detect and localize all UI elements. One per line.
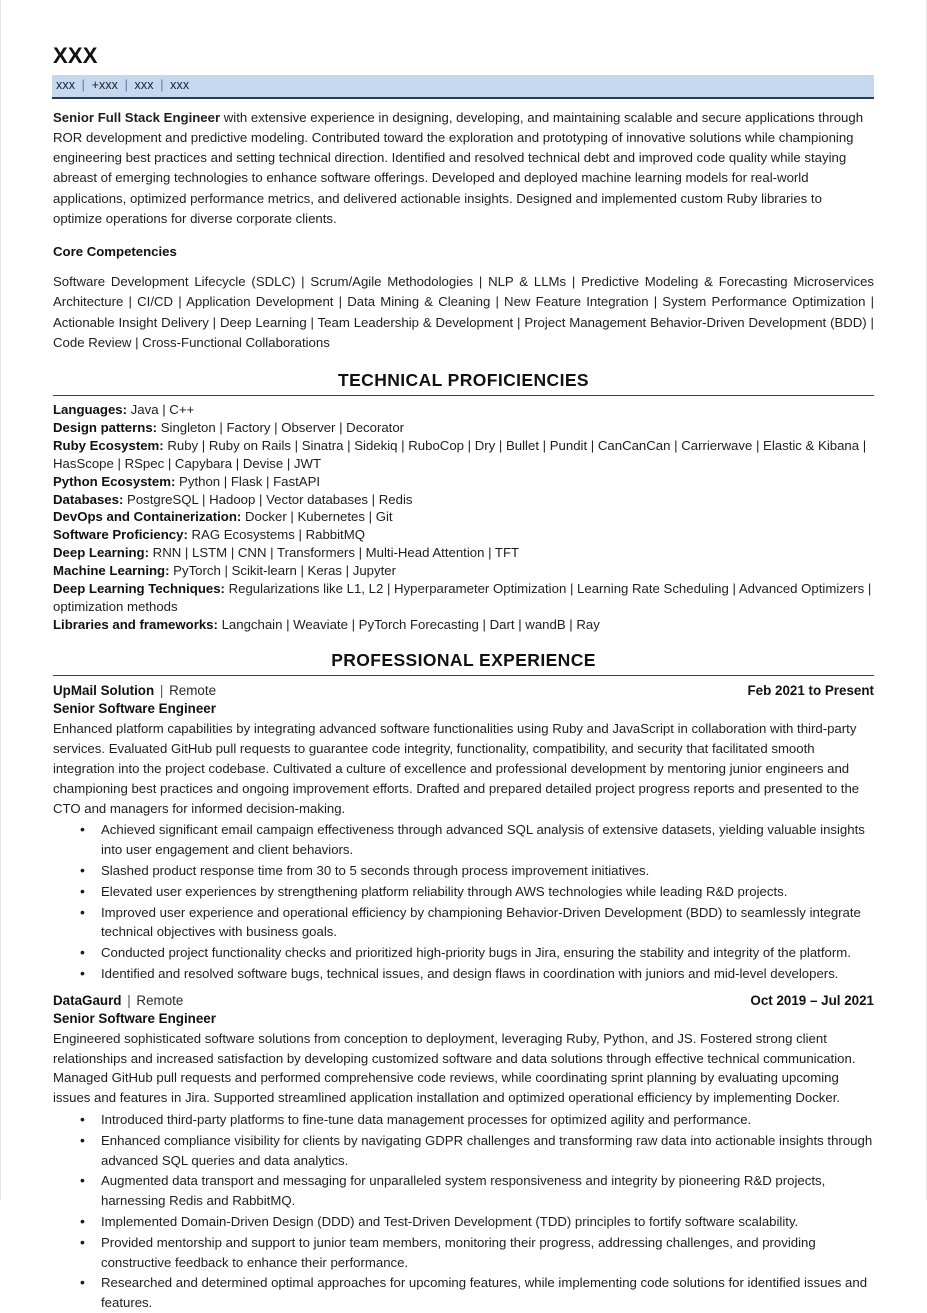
tech-row xyxy=(53,544,874,562)
tech-row-label: Machine Learning: xyxy=(53,563,170,579)
tech-row xyxy=(53,562,874,580)
tech-row-label: Ruby Ecosystem: xyxy=(53,437,164,453)
contact-separator-1: | xyxy=(81,78,85,93)
job-bullet: • Introduced third-party platforms to fine-tune data management processes for optimized agility and performance. xyxy=(101,1110,874,1130)
tech-row-label: DevOps and Containerization: xyxy=(53,509,242,525)
contact-item-4: xxx xyxy=(170,78,190,93)
tech-row-label: Libraries and frameworks: xyxy=(53,617,218,633)
contact-item-3: xxx xyxy=(134,78,154,93)
job-dates: Feb 2021 to Present xyxy=(747,683,874,699)
job-bullet: • Elevated user experiences by strengthening platform reliability through AWS technologies while leading R&D projects. xyxy=(101,882,874,902)
tech-row-value: Langchain | Weaviate | PyTorch Forecasting | Dart | wandB | Ray xyxy=(217,617,600,633)
tech-row xyxy=(53,526,874,544)
tech-row-value: Docker | Kubernetes | Git xyxy=(241,509,393,525)
job-location: Remote xyxy=(169,683,217,699)
job-company: UpMail Solution xyxy=(53,683,155,699)
job-bullet-list xyxy=(53,820,874,983)
job-bullet: • Improved user experience and operational efficiency by championing Behavior-Driven Development (BDD) to seamlessly integrate technical objectives with business goals. xyxy=(101,903,874,943)
core-competencies-text: Software Development Lifecycle (SDLC) | Scrum/Agile Methodologies | NLP & LLMs | Predictive Modeling & Forecasting Microservices Architecture | CI/CD | Application Development | Data Mining & Cleaning | New Feature Integration | System Performance Optimization | Actionable Insight Delivery | Deep Learning | Team Leadership & Development | Project Management Behavior-Driven Development (BDD) | Code Review | Cross-Functional Collaborations xyxy=(53,273,874,351)
contact-separator-3: | xyxy=(160,78,164,93)
job-dates: Oct 2019 – Jul 2021 xyxy=(750,992,874,1008)
tech-row-label: Languages: xyxy=(53,401,128,417)
contact-separator-2: | xyxy=(124,78,128,93)
job-location: Remote xyxy=(136,992,184,1008)
tech-row-value: RAG Ecosystems | RabbitMQ xyxy=(187,527,365,543)
contact-item-2: +xxx xyxy=(91,78,119,93)
job-bullet: • Implemented Domain-Driven Design (DDD) and Test-Driven Development (TDD) principles to fortify software scalability. xyxy=(101,1212,874,1232)
contact-bar xyxy=(52,75,874,99)
tech-row xyxy=(53,437,874,473)
job-description: Engineered sophisticated software solutions from conception to deployment, leveraging Ruby, Python, and JS. Fostered strong client relationships and increased satisfaction by developing customized software and data solutions through effective technical communication. Managed GitHub pull requests and performed comprehensive code reviews, while coordinating sprint planning by evaluating upcoming issues and features in Jira. Supported streamlined application installation and optimized operational efficiency by implementing Docker. xyxy=(53,1030,856,1106)
job-header xyxy=(53,992,874,1010)
core-competencies-heading: Core Competencies xyxy=(53,243,177,259)
tech-row xyxy=(53,508,874,526)
section-divider-technical xyxy=(53,395,874,396)
job-bullet: • Conducted project functionality checks and prioritized high-priority bugs in Jira, ensuring the stability and integrity of the platform. xyxy=(101,943,874,963)
tech-row-value: PostgreSQL | Hadoop | Vector databases | Redis xyxy=(123,491,413,507)
experience-entry xyxy=(53,992,874,1313)
tech-row-label: Design patterns: xyxy=(53,419,158,435)
job-bullet: • Identified and resolved software bugs, technical issues, and design flaws in coordination with juniors and mid-level developers. xyxy=(101,964,874,984)
tech-row xyxy=(53,491,874,509)
experience-entry xyxy=(53,682,874,984)
tech-row-value: Ruby | Ruby on Rails | Sinatra | Sidekiq | RuboCop | Dry | Bullet | Pundit | CanCanCan | Carrierwave | Elastic & Kibana | HasScope | RSpec | Capybara | Devise | JWT xyxy=(53,437,867,471)
job-company-location xyxy=(53,682,216,700)
job-bullet: • Slashed product response time from 30 to 5 seconds through process improvement initiatives. xyxy=(101,861,874,881)
tech-row xyxy=(53,419,874,437)
job-title: Senior Software Engineer xyxy=(53,701,216,717)
job-description: Enhanced platform capabilities by integrating advanced software functionalities using Ruby and JavaScript in collaboration with third-party services. Evaluated GitHub pull requests to guarantee code integrity, functionality, compatibility, and security that facilitated smooth integration into the project codebase. Cultivated a culture of excellence and professional development by mentoring junior engineers and championing best practices and ongoing improvement efforts. Drafted and prepared detailed project progress reports and presented to the CTO and managers for informed decision-making. xyxy=(53,721,860,816)
tech-row-label: Deep Learning Techniques: xyxy=(53,581,225,597)
tech-row xyxy=(53,616,874,634)
job-bullet: • Researched and determined optimal approaches for upcoming features, while implementing code solutions for identified issues and features. xyxy=(101,1273,874,1313)
job-header xyxy=(53,682,874,700)
technical-proficiencies-heading: TECHNICAL PROFICIENCIES xyxy=(338,369,589,390)
job-separator: | xyxy=(127,992,131,1008)
tech-row xyxy=(53,580,874,616)
tech-row-label: Deep Learning: xyxy=(53,545,149,561)
job-title: Senior Software Engineer xyxy=(53,1010,216,1026)
section-divider-experience xyxy=(53,675,874,676)
professional-experience-heading: PROFESSIONAL EXPERIENCE xyxy=(331,650,596,671)
professional-summary xyxy=(53,108,874,229)
tech-row xyxy=(53,473,874,491)
job-bullet: • Augmented data transport and messaging for unparalleled system responsiveness and integrity by pioneering R&D projects, harnessing Redis and RabbitMQ. xyxy=(101,1171,874,1211)
job-company-location xyxy=(53,992,183,1010)
candidate-name: XXX xyxy=(53,43,98,68)
tech-row xyxy=(53,401,874,419)
summary-lead: Senior Full Stack Engineer xyxy=(53,109,221,125)
job-bullet: • Achieved significant email campaign effectiveness through advanced SQL analysis of extensive datasets, yielding valuable insights into user engagement and client behaviors. xyxy=(101,820,874,860)
tech-row-value: Python | Flask | FastAPI xyxy=(175,473,321,489)
tech-row-value: Regularizations like L1, L2 | Hyperparameter Optimization | Learning Rate Scheduling | Advanced Optimizers | optimization methods xyxy=(53,581,872,615)
job-bullet: • Enhanced compliance visibility for clients by navigating GDPR challenges and transforming raw data into actionable insights through advanced SQL queries and data analytics. xyxy=(101,1131,874,1171)
tech-row-value: PyTorch | Scikit-learn | Keras | Jupyter xyxy=(169,563,396,579)
job-company: DataGaurd xyxy=(53,992,122,1008)
tech-row-label: Python Ecosystem: xyxy=(53,473,176,489)
experience-list xyxy=(53,682,874,1313)
technical-proficiencies-list xyxy=(53,401,874,634)
tech-row-label: Software Proficiency: xyxy=(53,527,188,543)
contact-item-1: xxx xyxy=(56,78,76,93)
tech-row-value: Java | C++ xyxy=(127,401,195,417)
tech-row-value: Singleton | Factory | Observer | Decorator xyxy=(157,419,405,435)
tech-row-value: RNN | LSTM | CNN | Transformers | Multi-Head Attention | TFT xyxy=(149,545,520,561)
summary-body: with extensive experience in designing, developing, and maintaining scalable and secure applications through ROR development and predictive modeling. Contributed toward the exploration and prototyping of innovative solutions while championing engineering best practices and setting technical direction. Identified and resolved technical debt and improved code quality while staying abreast of emerging technologies to enhance software offerings. Developed and deployed machine learning models for real-world applications, optimized performance metrics, and delivered actionable insights. Designed and implemented custom Ruby libraries to optimize operations for diverse corporate clients. xyxy=(53,109,864,226)
job-bullet: • Provided mentorship and support to junior team members, monitoring their progress, addressing challenges, and providing constructive feedback to enhance their performance. xyxy=(101,1233,874,1273)
job-bullet-list xyxy=(53,1110,874,1313)
tech-row-label: Databases: xyxy=(53,491,124,507)
job-separator: | xyxy=(159,683,164,699)
